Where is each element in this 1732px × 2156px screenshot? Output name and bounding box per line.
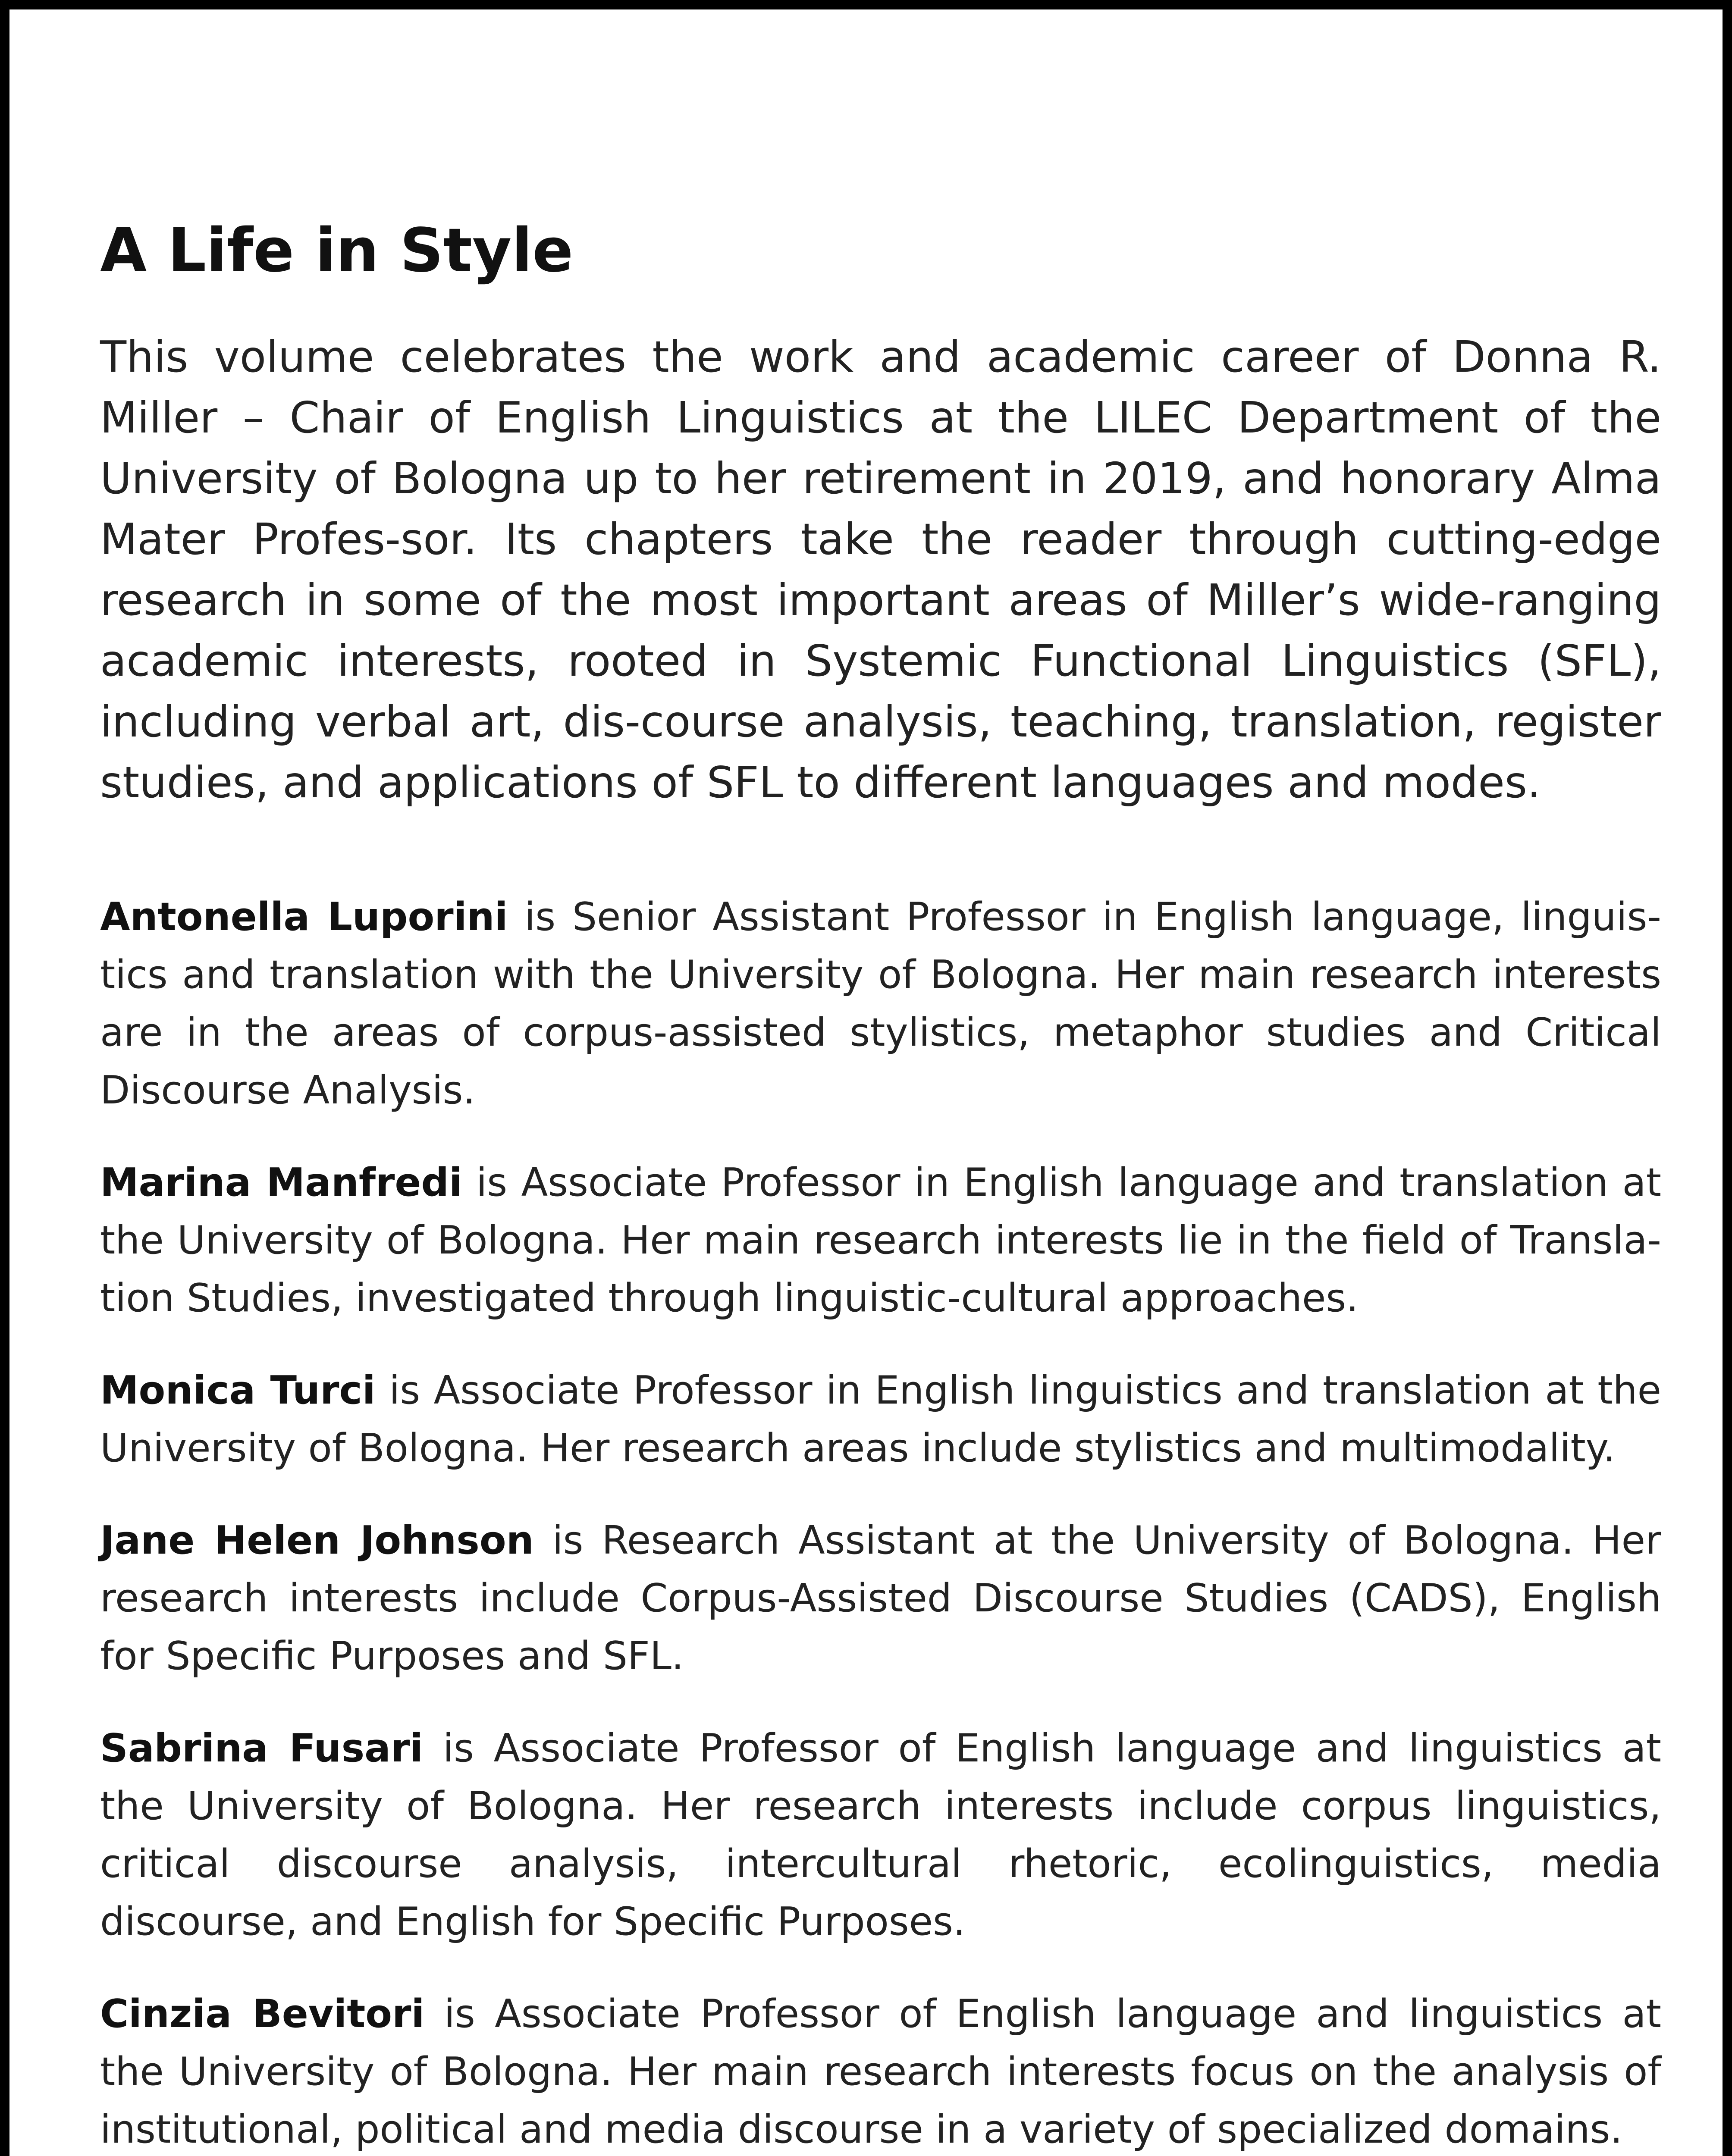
- author-name: Cinzia Bevitori: [100, 1991, 425, 2037]
- content-area: [100, 216, 1661, 2156]
- author-bio-text: is Research Assistant at the University of Bologna. Her research interests include Corpus-Assisted Discourse Studies (CADS), English for Specific Purposes and SFL.: [100, 1518, 1661, 1679]
- author-bio: [100, 888, 1661, 1119]
- author-bio-text: is Associate Professor in English linguistics and translation at the University of Bologna. Her research areas include stylistics and multimodality.: [100, 1368, 1661, 1471]
- author-name: Jane Helen Johnson: [100, 1518, 534, 1563]
- author-bios: [100, 888, 1661, 2156]
- author-bio-text: is Senior Assistant Professor in English language, linguis-tics and translation with the University of Bologna. Her main research interests are in the areas of corpus-assisted stylistics, metaphor studies and Critical Discourse Analysis.: [100, 894, 1661, 1113]
- author-name: Antonella Luporini: [100, 894, 508, 940]
- author-name: Marina Manfredi: [100, 1160, 462, 1205]
- author-name: Monica Turci: [100, 1368, 376, 1413]
- book-description: This volume celebrates the work and academic career of Donna R. Miller – Chair of English Linguistics at the LILEC Department of the University of Bologna up to her retirement in 2019, and honorary Alma Mater Profes-sor. Its chapters take the reader through cutting-edge research in some of the most important areas of Miller’s wide-ranging academic interests, rooted in Systemic Functional Linguistics (SFL), including verbal art, dis-course analysis, teaching, translation, register studies, and applications of SFL to different languages and modes.: [100, 332, 1661, 808]
- author-bio-text: is Associate Professor of English language and linguistics at the University of Bologna. Her research interests include corpus linguistics, critical discourse analysis, intercultural rhetoric, ecolinguistics, media discourse, and English for Specific Purposes.: [100, 1726, 1661, 1944]
- author-bio: [100, 1362, 1661, 1477]
- author-name: Sabrina Fusari: [100, 1726, 424, 1771]
- author-bio-text: is Associate Professor of English language and linguistics at the University of Bologna. Her main research interests focus on the analysis of institutional, political and media discourse in a variety of specialized domains.: [100, 1991, 1661, 2152]
- author-bio: [100, 1985, 1661, 2156]
- book-title: A Life in Style: [100, 216, 574, 286]
- author-bio: [100, 1720, 1661, 1951]
- author-bio-text: is Associate Professor in English language and translation at the University of Bologna. Her main research interests lie in the field of Transla-tion Studies, investigated through linguistic-cultural approaches.: [100, 1160, 1661, 1321]
- author-bio: [100, 1154, 1661, 1327]
- author-bio: [100, 1512, 1661, 1685]
